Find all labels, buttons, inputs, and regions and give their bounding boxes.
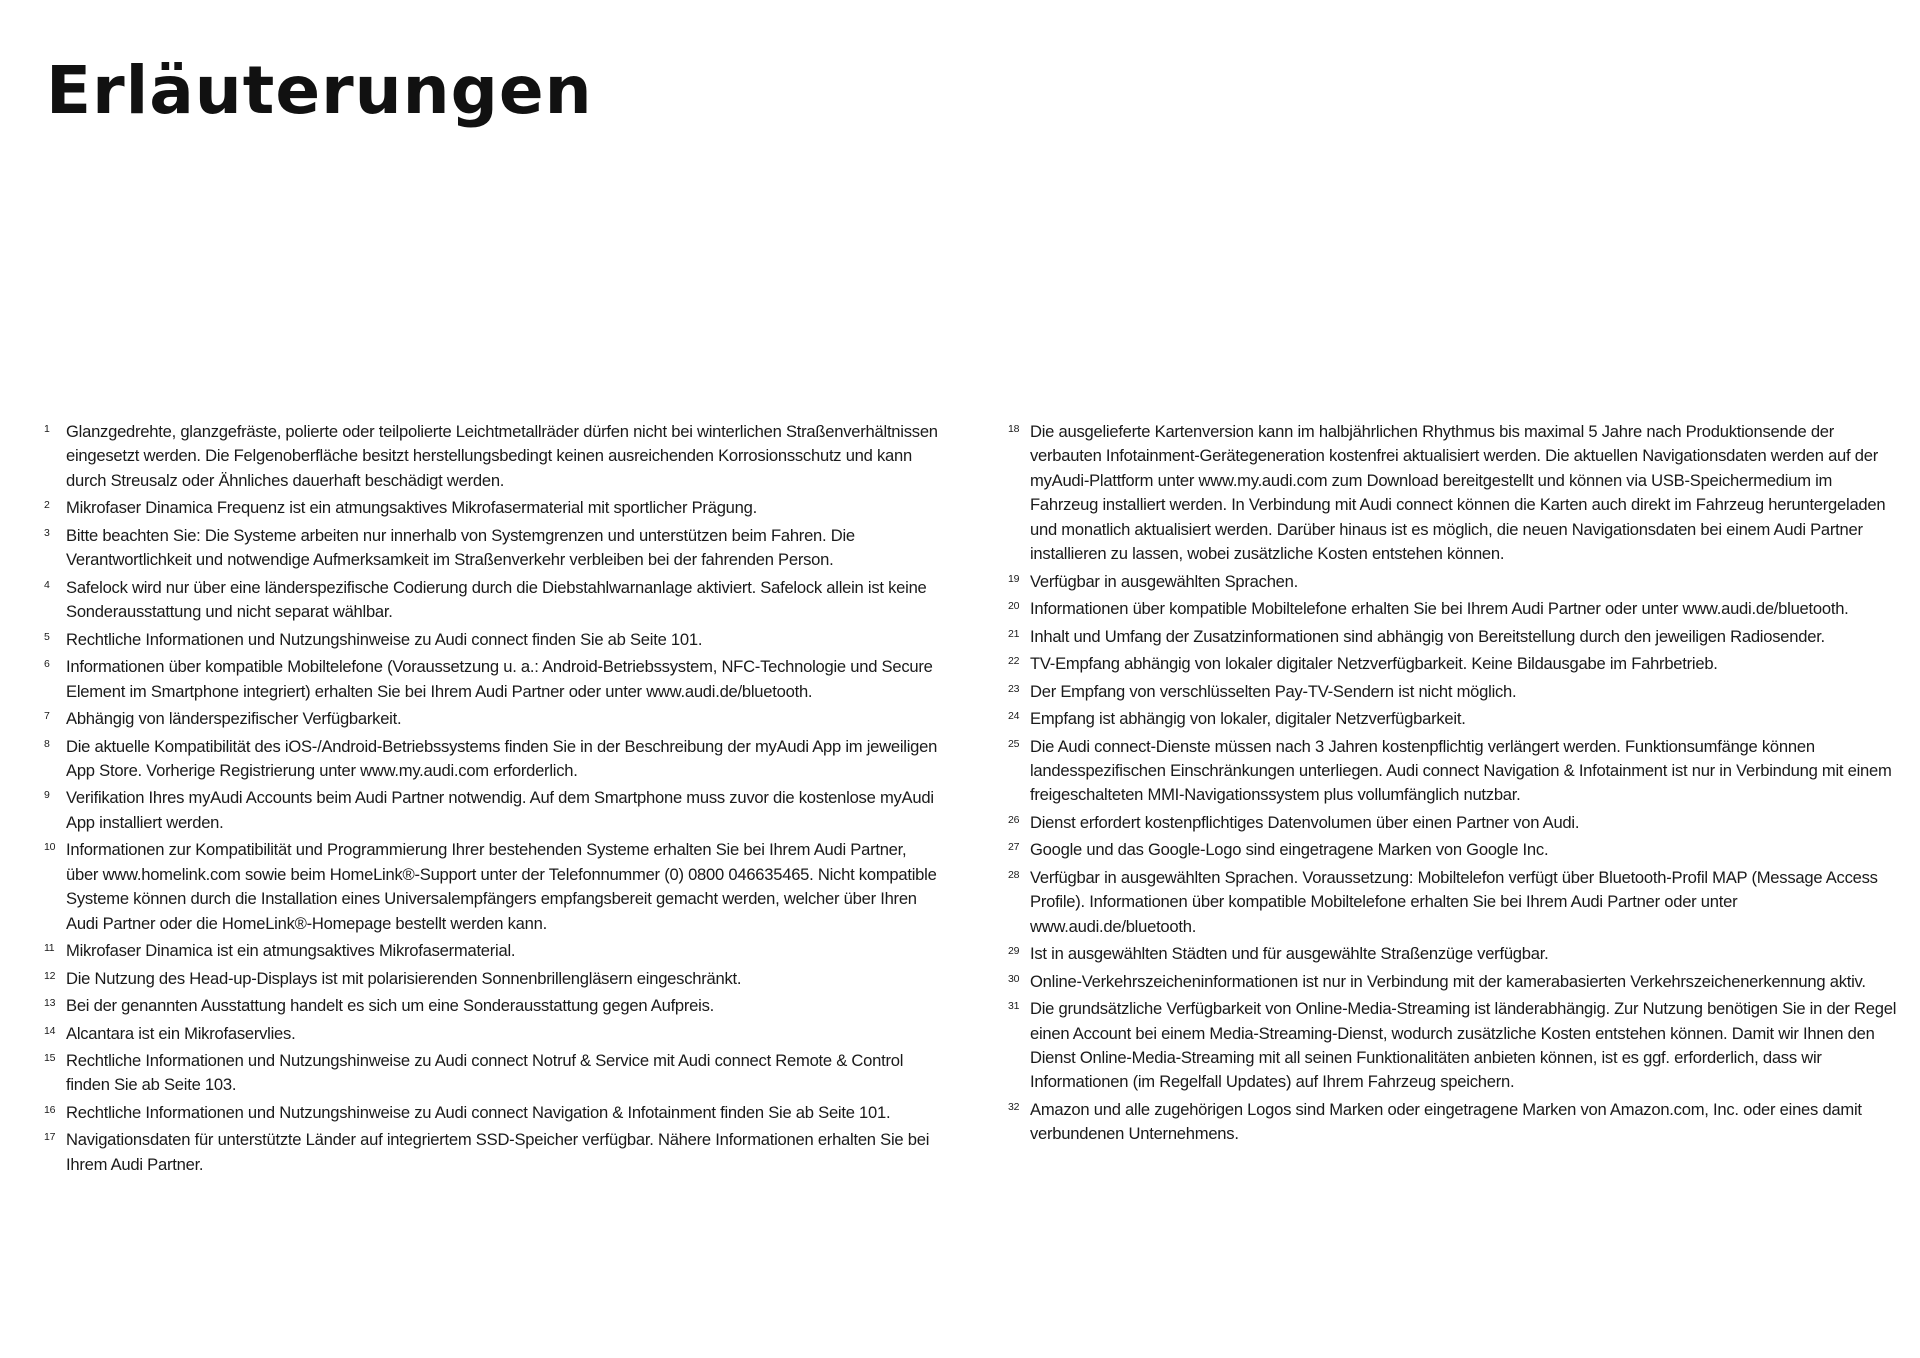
- footnote-item: [44, 939, 939, 963]
- footnote-text: Die Nutzung des Head-up-Displays ist mit polarisierenden Sonnenbrillengläsern eingeschränkt.: [66, 968, 742, 988]
- footnote-item: [1008, 625, 1903, 649]
- footnote-number: 28: [1008, 868, 1020, 881]
- footnote-text: Empfang ist abhängig von lokaler, digitaler Netzverfügbarkeit.: [1030, 709, 1466, 729]
- footnote-item: [44, 1049, 939, 1098]
- footnote-number: 8: [44, 737, 50, 750]
- footnote-text: Online-Verkehrszeicheninformationen ist nur in Verbindung mit der kamerabasierten Verkehrszeichenerkennung aktiv.: [1030, 971, 1866, 991]
- footnote-number: 22: [1008, 655, 1020, 668]
- footnote-text: TV-Empfang abhängig von lokaler digitaler Netzverfügbarkeit. Keine Bildausgabe im Fahrbetrieb.: [1030, 654, 1718, 674]
- footnote-number: 10: [44, 841, 56, 854]
- footnote-number: 32: [1008, 1100, 1020, 1113]
- footnote-number: 6: [44, 658, 50, 671]
- footnote-text: Die aktuelle Kompatibilität des iOS-/Android-Betriebssystems finden Sie in der Beschreibung der myAudi App im jeweiligen App Store. Vorherige Registrierung unter www.my.audi.com erforderlich.: [66, 736, 938, 780]
- footnote-item: [1008, 970, 1903, 994]
- footnote-text: Mikrofaser Dinamica Frequenz ist ein atmungsaktives Mikrofasermaterial mit sportlicher Prägung.: [66, 498, 757, 518]
- footnote-number: 17: [44, 1131, 56, 1144]
- footnote-item: [1008, 942, 1903, 966]
- footnote-text: Bei der genannten Ausstattung handelt es sich um eine Sonderausstattung gegen Aufpreis.: [66, 996, 715, 1016]
- footnote-text: Rechtliche Informationen und Nutzungshinweise zu Audi connect Navigation & Infotainment finden Sie ab Seite 101.: [66, 1102, 891, 1122]
- footnote-number: 31: [1008, 1000, 1020, 1013]
- footnote-number: 16: [44, 1103, 56, 1116]
- footnote-item: [1008, 420, 1903, 566]
- footnote-text: Informationen über kompatible Mobiltelefone erhalten Sie bei Ihrem Audi Partner oder unter www.audi.de/bluetooth.: [1030, 599, 1849, 619]
- footnote-number: 21: [1008, 627, 1020, 640]
- footnote-text: Verifikation Ihres myAudi Accounts beim Audi Partner notwendig. Auf dem Smartphone muss zuvor die kostenlose myAudi App installiert werden.: [66, 788, 934, 832]
- footnote-item: [44, 420, 939, 493]
- footnote-item: [1008, 838, 1903, 862]
- footnote-item: [44, 628, 939, 652]
- footnote-number: 2: [44, 499, 50, 512]
- footnote-text: Der Empfang von verschlüsselten Pay-TV-Sendern ist nicht möglich.: [1030, 681, 1517, 701]
- footnote-number: 27: [1008, 841, 1020, 854]
- footnote-text: Safelock wird nur über eine länderspezifische Codierung durch die Diebstahlwarnanlage aktiviert. Safelock allein ist keine Sonderausstattung und nicht separat wählbar.: [66, 577, 927, 622]
- footnote-item: [1008, 811, 1903, 835]
- footnote-text: Verfügbar in ausgewählten Sprachen.: [1030, 571, 1299, 591]
- footnote-number: 29: [1008, 945, 1020, 958]
- footnote-item: [44, 707, 939, 731]
- footnote-text: Rechtliche Informationen und Nutzungshinweise zu Audi connect Notruf & Service mit Audi connect Remote & Control finden Sie ab Seite 103.: [66, 1051, 904, 1095]
- footnote-item: [44, 735, 939, 784]
- footnote-text: Rechtliche Informationen und Nutzungshinweise zu Audi connect finden Sie ab Seite 101.: [66, 629, 703, 649]
- footnote-number: 25: [1008, 737, 1020, 750]
- footnote-text: Abhängig von länderspezifischer Verfügbarkeit.: [66, 709, 402, 729]
- footnote-text: Ist in ausgewählten Städten und für ausgewählte Straßenzüge verfügbar.: [1030, 944, 1549, 964]
- footnote-number: 19: [1008, 572, 1020, 585]
- footnote-number: 1: [44, 423, 50, 435]
- footnote-text: Die Audi connect-Dienste müssen nach 3 Jahren kostenpflichtig verlängert werden. Funktionsumfänge können landesspezifischen Einschränkungen unterliegen. Audi connect Navigation & Infotainment ist nur in Verbindung mit einem freigeschalteten MMI-Navigationssystem plus vollumfänglich nutzbar.: [1030, 736, 1892, 805]
- footnote-item: [1008, 866, 1903, 939]
- footnote-item: [44, 994, 939, 1018]
- footnote-number: 20: [1008, 600, 1020, 613]
- footnote-item: [44, 967, 939, 991]
- footnote-text: Informationen über kompatible Mobiltelefone (Voraussetzung u. a.: Android-Betriebssystem, NFC-Technologie und Secure Element im Smartphone integriert) erhalten Sie bei Ihrem Audi Partner oder unter www.audi.de/bluetooth.: [66, 657, 933, 701]
- footnote-item: [44, 1101, 939, 1125]
- footnote-text: Google und das Google-Logo sind eingetragene Marken von Google Inc.: [1030, 840, 1549, 860]
- footnote-number: 12: [44, 969, 56, 982]
- footnote-item: [1008, 707, 1903, 731]
- footnotes-left-column: [44, 420, 939, 1180]
- footnotes-right-column: [1008, 420, 1903, 1150]
- footnote-text: Verfügbar in ausgewählten Sprachen. Voraussetzung: Mobiltelefon verfügt über Bluetooth-Profil MAP (Message Access Profile). Informationen über kompatible Mobiltelefone erhalten Sie bei Ihrem Audi Partner oder unter www.audi.de/bluetooth.: [1030, 867, 1878, 936]
- footnote-number: 13: [44, 997, 56, 1010]
- footnote-text: Die grundsätzliche Verfügbarkeit von Online-Media-Streaming ist länderabhängig. Zur Nutzung benötigen Sie in der Regel einen Account bei einem Media-Streaming-Dienst, wodurch zusätzliche Kosten entstehen können. Damit wir Ihnen den Dienst Online-Media-Streaming mit all seinen Funktionalitäten anbieten können, ist es ggf. erforderlich, dass wir Informationen (im Regelfall Updates) auf Ihrem Fahrzeug speichern.: [1030, 999, 1897, 1092]
- footnote-number: 15: [44, 1052, 56, 1065]
- footnote-item: [44, 524, 939, 573]
- footnote-number: 3: [44, 526, 50, 539]
- footnote-item: [1008, 652, 1903, 676]
- footnote-text: Bitte beachten Sie: Die Systeme arbeiten nur innerhalb von Systemgrenzen und unterstützen beim Fahren. Die Verantwortlichkeit und notwendige Aufmerksamkeit im Straßenverkehr verbleiben bei der fahrenden Person.: [66, 525, 855, 570]
- footnote-number: 4: [44, 578, 50, 591]
- footnote-text: Mikrofaser Dinamica ist ein atmungsaktives Mikrofasermaterial.: [66, 941, 516, 961]
- footnote-item: [1008, 735, 1903, 808]
- footnote-number: 18: [1008, 423, 1020, 435]
- footnote-number: 7: [44, 710, 50, 723]
- footnote-text: Informationen zur Kompatibilität und Programmierung Ihrer bestehenden Systeme erhalten Sie bei Ihrem Audi Partner, über www.homelink.com sowie beim HomeLink®-Support unter der Telefonnummer (0) 0800 046635465. Nicht kompatible Systeme können durch die Installation eines Universalempfängers empfangsbereit gemacht werden, welcher über Ihren Audi Partner oder die HomeLink®-Homepage bestellt werden kann.: [66, 840, 937, 933]
- footnote-item: [44, 1022, 939, 1046]
- footnote-item: [44, 786, 939, 835]
- footnote-number: 11: [44, 942, 55, 955]
- footnote-number: 9: [44, 789, 50, 802]
- footnote-item: [44, 496, 939, 520]
- footnote-text: Navigationsdaten für unterstützte Länder auf integriertem SSD-Speicher verfügbar. Nähere Informationen erhalten Sie bei Ihrem Audi Partner.: [66, 1130, 930, 1174]
- footnote-item: [44, 655, 939, 704]
- footnote-number: 23: [1008, 682, 1020, 695]
- footnote-text: Die ausgelieferte Kartenversion kann im halbjährlichen Rhythmus bis maximal 5 Jahre nach Produktionsende der verbauten Infotainment-Gerätegeneration kostenfrei aktualisiert werden. Die aktuellen Navigationsdaten werden auf der myAudi-Plattform unter www.my.audi.com zum Download bereitgestellt und können via USB-Speichermedium im Fahrzeug installiert werden. In Verbindung mit Audi connect können die Karten auch direkt im Fahrzeug heruntergeladen und monatlich aktualisiert werden. Darüber hinaus ist es möglich, die neuen Navigationsdaten bei einem Audi Partner installieren zu lassen, wobei zusätzliche Kosten entstehen können.: [1030, 422, 1886, 564]
- footnote-item: [44, 1128, 939, 1177]
- footnote-item: [1008, 997, 1903, 1095]
- footnote-text: Dienst erfordert kostenpflichtiges Datenvolumen über einen Partner von Audi.: [1030, 812, 1580, 832]
- footnote-text: Amazon und alle zugehörigen Logos sind Marken oder eingetragene Marken von Amazon.com, Inc. oder eines damit verbundenen Unternehmens.: [1030, 1099, 1862, 1144]
- footnote-text: Inhalt und Umfang der Zusatzinformationen sind abhängig von Bereitstellung durch den jeweiligen Radiosender.: [1030, 626, 1825, 646]
- footnote-number: 5: [44, 630, 50, 643]
- footnote-text: Alcantara ist ein Mikrofaservlies.: [66, 1023, 296, 1043]
- footnote-number: 30: [1008, 972, 1020, 985]
- footnote-item: [1008, 1098, 1903, 1147]
- footnote-item: [1008, 597, 1903, 621]
- footnote-number: 14: [44, 1024, 56, 1037]
- footnote-text: Glanzgedrehte, glanzgefräste, polierte oder teilpolierte Leichtmetallräder dürfen nicht bei winterlichen Straßenverhältnissen eingesetzt werden. Die Felgenoberfläche besitzt herstellungsbedingt keinen ausreichenden Korrosionsschutz und kann durch Streusalz oder Ähnliches dauerhaft beschädigt werden.: [66, 422, 938, 490]
- footnote-number: 26: [1008, 813, 1020, 826]
- page-title: Erläuterungen: [46, 52, 593, 129]
- footnote-item: [1008, 680, 1903, 704]
- footnote-number: 24: [1008, 710, 1020, 723]
- footnote-item: [44, 576, 939, 625]
- footnote-item: [1008, 570, 1903, 594]
- footnote-item: [44, 838, 939, 936]
